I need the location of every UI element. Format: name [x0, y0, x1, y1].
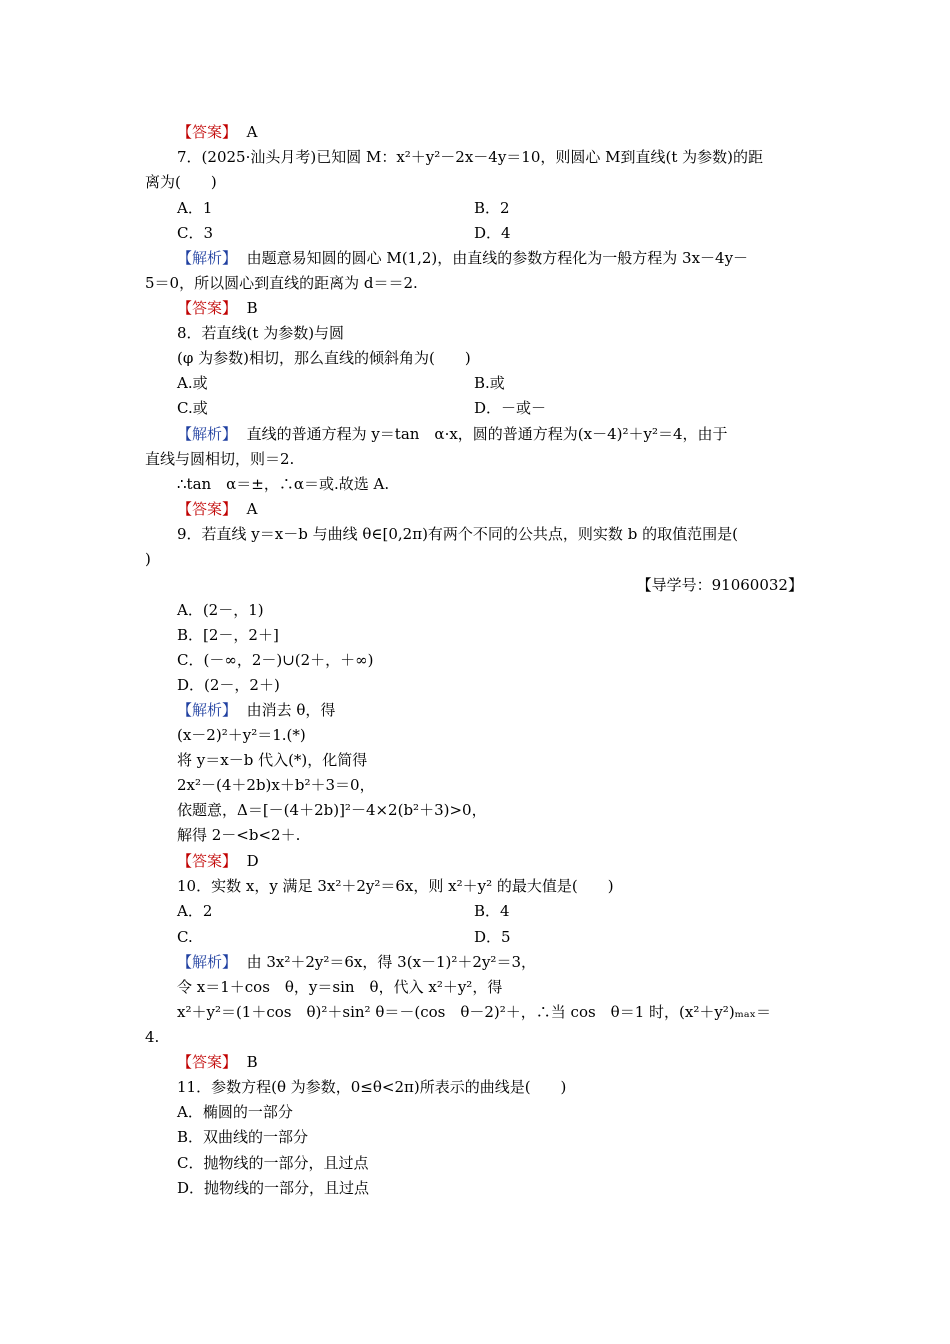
analysis-text: x²＋y²＝(1＋cos θ)²＋sin² θ＝－(cos θ－2)²＋，∴当 cos θ＝1 时，(x²＋y²)ₘₐₓ＝	[177, 1003, 772, 1021]
analysis-text: 解得 2－<b<2＋.	[177, 826, 301, 844]
analysis-tag: 【解析】	[177, 953, 238, 971]
question-text: 离为( )	[145, 173, 217, 191]
question-text: )	[145, 550, 151, 568]
answer-line	[177, 499, 257, 519]
analysis-text: 将 y＝x－b 代入(*)，化简得	[177, 751, 368, 769]
option-a: A．1	[177, 199, 213, 217]
option-a: A．(2－，1)	[177, 601, 264, 619]
option-a: A．椭圆的一部分	[177, 1103, 293, 1121]
answer-value: D	[246, 852, 259, 870]
analysis-text: 由题意易知圆的圆心 M(1,2)，由直线的参数方程化为一般方程为 3x－4y－	[246, 249, 749, 267]
analysis-text: 2x²－(4＋2b)x＋b²＋3＝0，	[177, 776, 375, 794]
analysis-tag: 【解析】	[177, 425, 238, 443]
question-text: 11．参数方程(θ 为参数，0≤θ<2π)所表示的曲线是( )	[177, 1078, 567, 1096]
question-text: 7．(2025·汕头月考)已知圆 M：x²＋y²－2x－4y＝10，则圆心 M到直线(t 为参数)的距	[177, 148, 764, 166]
answer-tag: 【答案】	[177, 1053, 238, 1071]
option-b: B．2	[474, 199, 510, 217]
option-d: D．4	[474, 224, 511, 242]
analysis-text: 直线与圆相切，则＝2.	[145, 450, 295, 468]
question-text: 10．实数 x，y 满足 3x²＋2y²＝6x，则 x²＋y² 的最大值是( )	[177, 877, 614, 895]
option-a: A.或	[177, 374, 208, 392]
option-d: D．(2－，2＋)	[177, 676, 280, 694]
analysis-text: 5＝0，所以圆心到直线的距离为 d＝＝2.	[145, 274, 418, 292]
option-b: B.或	[474, 374, 505, 392]
answer-line	[177, 122, 257, 142]
answer-line	[177, 851, 259, 871]
answer-line	[177, 298, 258, 318]
option-c: C.或	[177, 399, 208, 417]
answer-tag: 【答案】	[177, 123, 238, 141]
option-a: A．2	[177, 902, 213, 920]
analysis-text: 由消去 θ，得	[246, 701, 336, 719]
option-c: C.	[177, 928, 193, 946]
answer-value: B	[246, 1053, 258, 1071]
analysis-text: ∴tan α＝±，∴α＝或.故选 A.	[177, 475, 390, 493]
option-d: D．5	[474, 928, 511, 946]
analysis-text: 4.	[145, 1028, 160, 1046]
option-d: D．抛物线的一部分，且过点	[177, 1179, 370, 1197]
answer-value: A	[246, 500, 258, 518]
option-b: B．双曲线的一部分	[177, 1128, 309, 1146]
analysis-text: 依题意，Δ＝[－(4＋2b)]²－4×2(b²＋3)>0，	[177, 801, 487, 819]
option-b: B．4	[474, 902, 510, 920]
answer-value: A	[246, 123, 258, 141]
option-d: D．－或－	[474, 399, 547, 417]
question-text: 8．若直线(t 为参数)与圆	[177, 324, 345, 342]
analysis-line	[177, 424, 728, 444]
option-c: C．抛物线的一部分，且过点	[177, 1154, 369, 1172]
answer-value: B	[246, 299, 258, 317]
analysis-text: 直线的普通方程为 y＝tan α·x，圆的普通方程为(x－4)²＋y²＝4，由于	[246, 425, 728, 443]
reference-label: 【导学号：	[636, 576, 712, 594]
analysis-line	[177, 952, 536, 972]
answer-tag: 【答案】	[177, 500, 238, 518]
analysis-text: 由 3x²＋2y²＝6x，得 3(x－1)²＋2y²＝3，	[246, 953, 536, 971]
option-c: C．3	[177, 224, 214, 242]
analysis-text: 令 x＝1＋cos θ，y＝sin θ，代入 x²＋y²，得	[177, 978, 503, 996]
question-text: 9．若直线 y＝x－b 与曲线 θ∈[0,2π)有两个不同的公共点，则实数 b 的取值范围是(	[177, 525, 738, 543]
reference-close: 】	[787, 576, 803, 594]
reference-number	[637, 575, 803, 595]
answer-line	[177, 1052, 258, 1072]
option-c: C．(－∞，2－)∪(2＋，＋∞)	[177, 651, 374, 669]
answer-tag: 【答案】	[177, 299, 238, 317]
reference-value: 91060032	[711, 576, 788, 594]
analysis-tag: 【解析】	[177, 249, 238, 267]
analysis-line	[177, 248, 748, 268]
analysis-text: (x－2)²＋y²＝1.(*)	[177, 726, 306, 744]
option-b: B．[2－，2＋]	[177, 626, 279, 644]
answer-tag: 【答案】	[177, 852, 238, 870]
question-text: (φ 为参数)相切，那么直线的倾斜角为( )	[177, 349, 471, 367]
analysis-tag: 【解析】	[177, 701, 238, 719]
analysis-line	[177, 700, 335, 720]
